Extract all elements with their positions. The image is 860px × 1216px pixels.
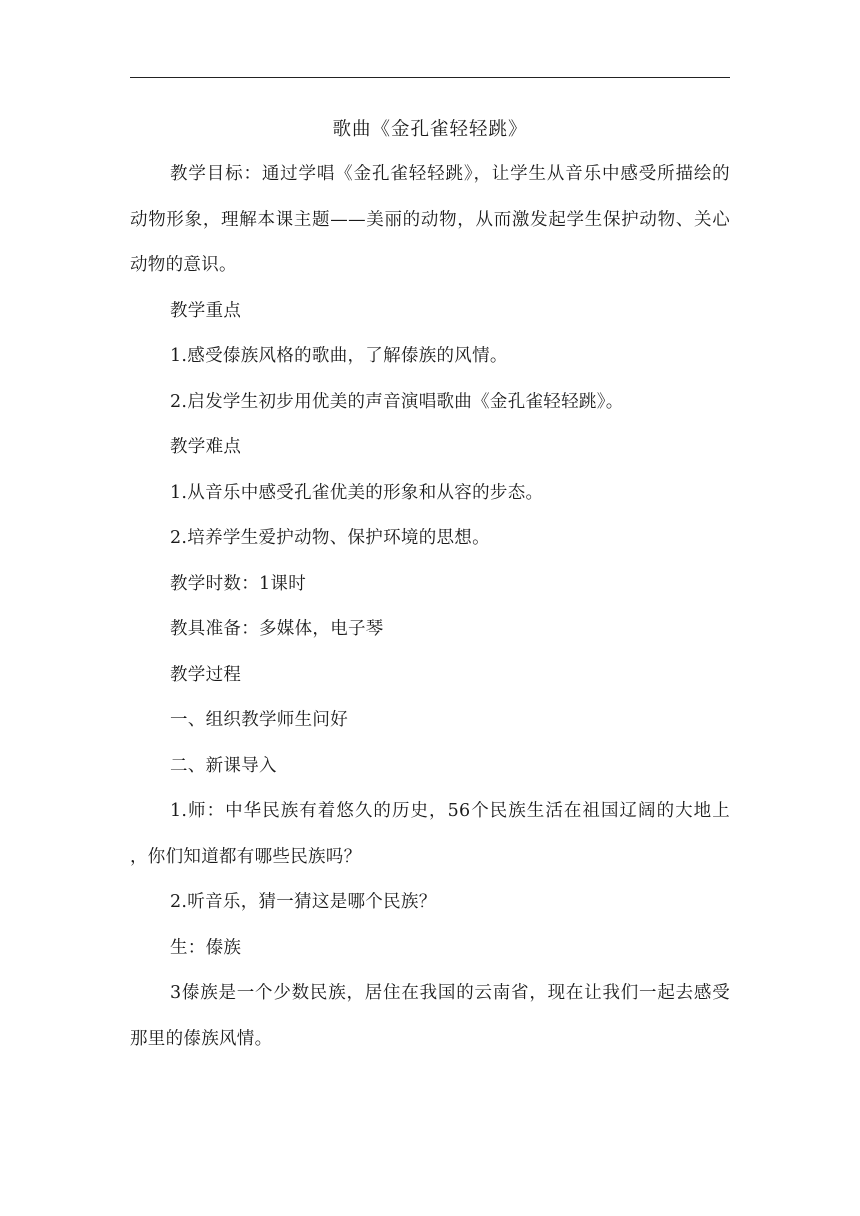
header-rule	[130, 77, 730, 78]
difficulty-1: 1.从音乐中感受孔雀优美的形象和从容的步态。	[170, 482, 544, 503]
class-hours: 教学时数：1课时	[170, 573, 307, 594]
document-body	[130, 108, 730, 1062]
step-new-lesson-intro: 二、新课导入	[170, 755, 277, 776]
key-points-heading: 教学重点	[170, 300, 242, 321]
document-title: 歌曲《金孔雀轻轻跳》	[332, 119, 528, 140]
key-point-2: 2.启发学生初步用优美的声音演唱歌曲《金孔雀轻轻跳》。	[170, 391, 624, 412]
teaching-process-heading: 教学过程	[170, 664, 242, 685]
intro-item-3: 3傣族是一个少数民族，居住在我国的云南省，现在让我们一起去感受那里的傣族风情。	[130, 983, 730, 1049]
step-organize-class: 一、组织教学师生问好	[170, 710, 348, 730]
key-point-1: 1.感受傣族风格的歌曲，了解傣族的风情。	[170, 346, 508, 366]
teaching-objective-paragraph: 教学目标：通过学唱《金孔雀轻轻跳》，让学生从音乐中感受所描绘的动物形象，理解本课主题——美丽的动物，从而激发起学生保护动物、关心动物的意识。	[130, 164, 730, 275]
student-answer: 生：傣族	[170, 937, 242, 958]
intro-item-1: 1.师：中华民族有着悠久的历史，56个民族生活在祖国辽阔的大地上 ，你们知道都有哪些民族吗？	[130, 801, 730, 867]
teaching-aids: 教具准备：多媒体，电子琴	[170, 619, 384, 639]
difficulties-heading: 教学难点	[170, 437, 242, 457]
difficulty-2: 2.培养学生爱护动物、保护环境的思想。	[170, 528, 490, 548]
intro-item-2: 2.听音乐，猜一猜这是哪个民族？	[170, 892, 437, 912]
